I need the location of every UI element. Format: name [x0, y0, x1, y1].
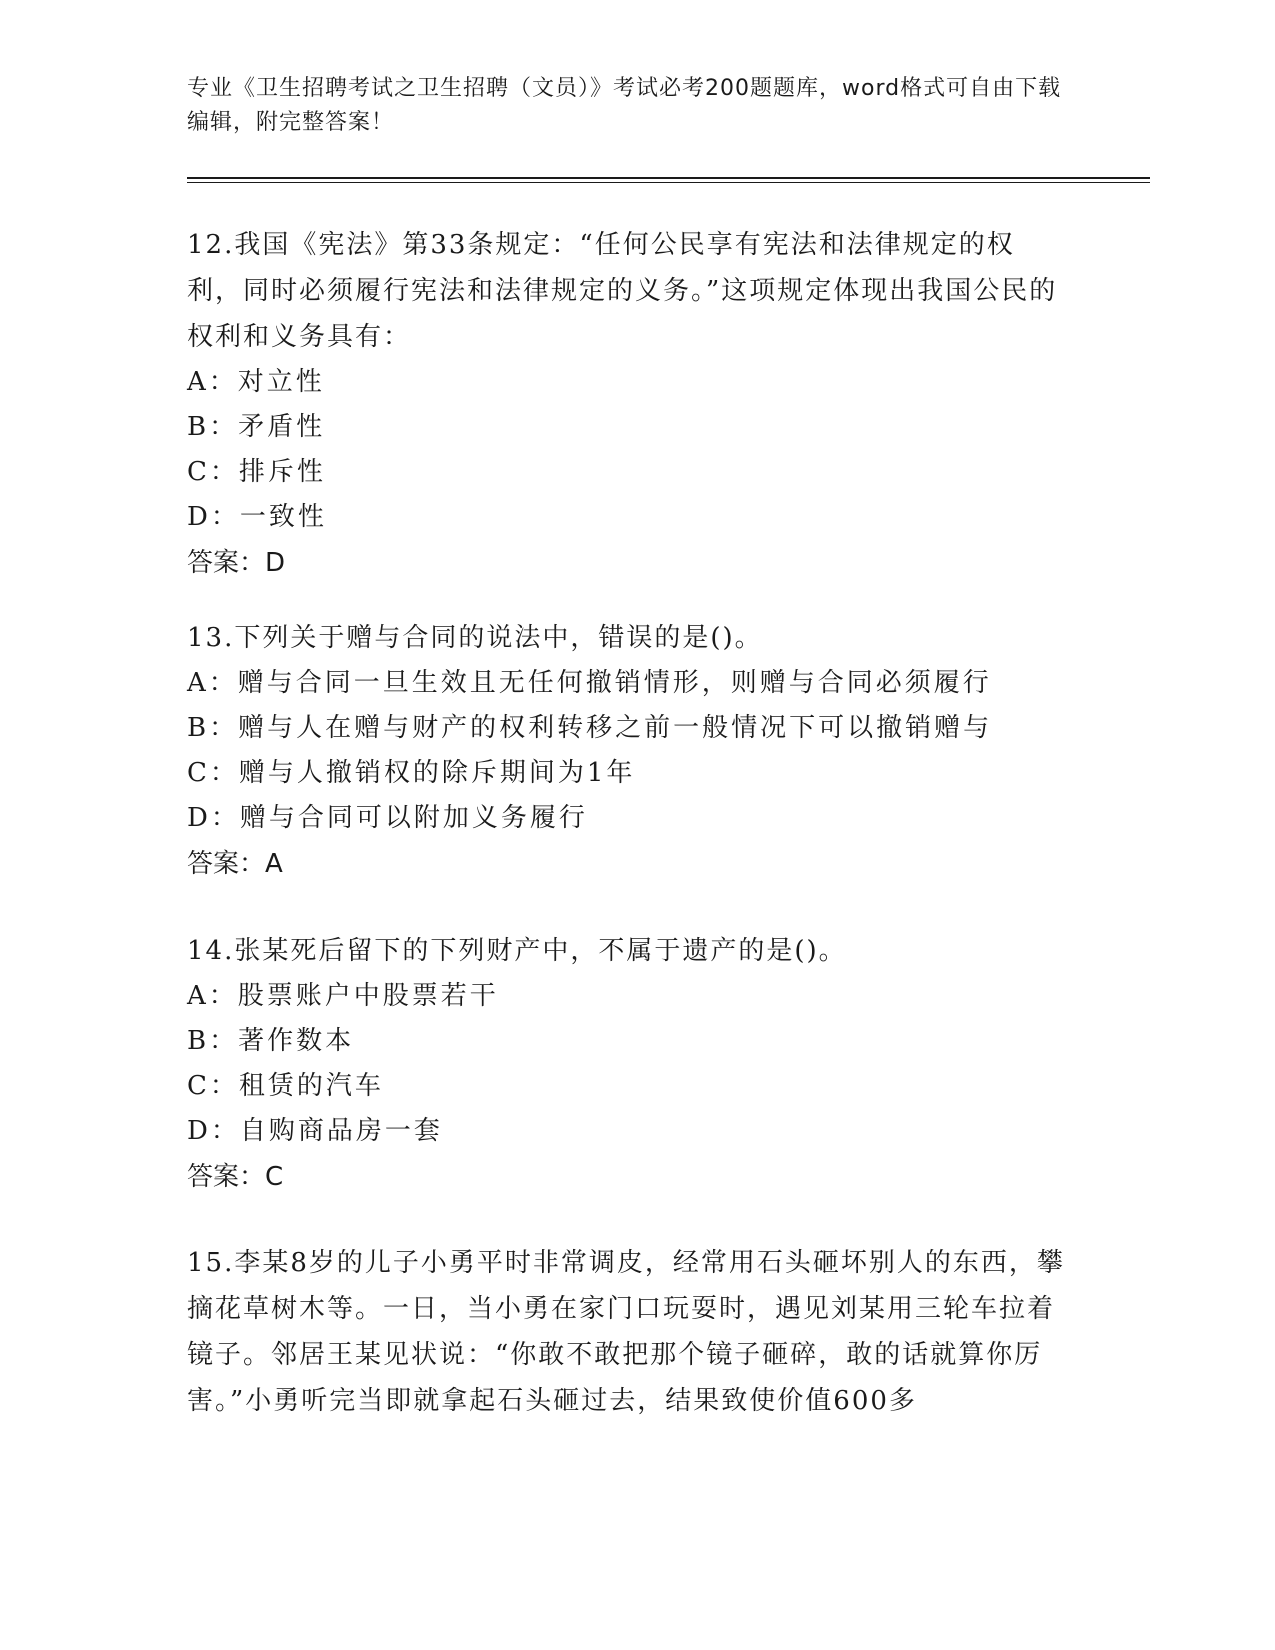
option-b: B：矛盾性	[187, 412, 326, 442]
question-15	[187, 1240, 1067, 1424]
question-14	[187, 928, 1067, 1200]
option-d: D：一致性	[187, 502, 327, 532]
option-d: D：赠与合同可以附加义务履行	[187, 803, 588, 833]
question-text: 15.李某8岁的儿子小勇平时非常调皮，经常用石头砸坏别人的东西，攀摘花草树木等。一日，当小勇在家门口玩耍时，遇见刘某用三轮车拉着镜子。邻居王某见状说：“你敢不敢把那个镜子砸碎，敢的话就算你厉害。”小勇听完当即就拿起石头砸过去，结果致使价值600多	[187, 1248, 1065, 1416]
option-c: C：赠与人撤销权的除斥期间为1年	[187, 758, 636, 788]
option-c: C：租赁的汽车	[187, 1071, 384, 1101]
header-divider-thick	[187, 177, 1150, 179]
option-b: B：赠与人在赠与财产的权利转移之前一般情况下可以撤销赠与	[187, 713, 993, 743]
option-a: A：股票账户中股票若干	[187, 981, 499, 1011]
question-text: 12.我国《宪法》第33条规定：“任何公民享有宪法和法律规定的权利，同时必须履行宪法和法律规定的义务。”这项规定体现出我国公民的权利和义务具有：	[187, 230, 1058, 352]
answer-line: 答案：C	[187, 1162, 284, 1192]
question-text: 14.张某死后留下的下列财产中，不属于遗产的是()。	[187, 936, 847, 966]
header-divider-thin	[187, 182, 1150, 183]
answer-line: 答案：A	[187, 849, 283, 879]
question-text: 13.下列关于赠与合同的说法中，错误的是()。	[187, 623, 763, 653]
question-12	[187, 222, 1067, 586]
option-b: B：著作数本	[187, 1026, 355, 1056]
option-d: D：自购商品房一套	[187, 1116, 443, 1146]
document-header: 专业《卫生招聘考试之卫生招聘（文员）》考试必考200题题库，word格式可自由下载编辑，附完整答案！	[187, 76, 1062, 135]
option-a: A：对立性	[187, 367, 325, 397]
option-a: A：赠与合同一旦生效且无任何撤销情形，则赠与合同必须履行	[187, 668, 992, 698]
question-13	[187, 615, 1067, 887]
option-c: C：排斥性	[187, 457, 326, 487]
answer-line: 答案：D	[187, 548, 286, 578]
